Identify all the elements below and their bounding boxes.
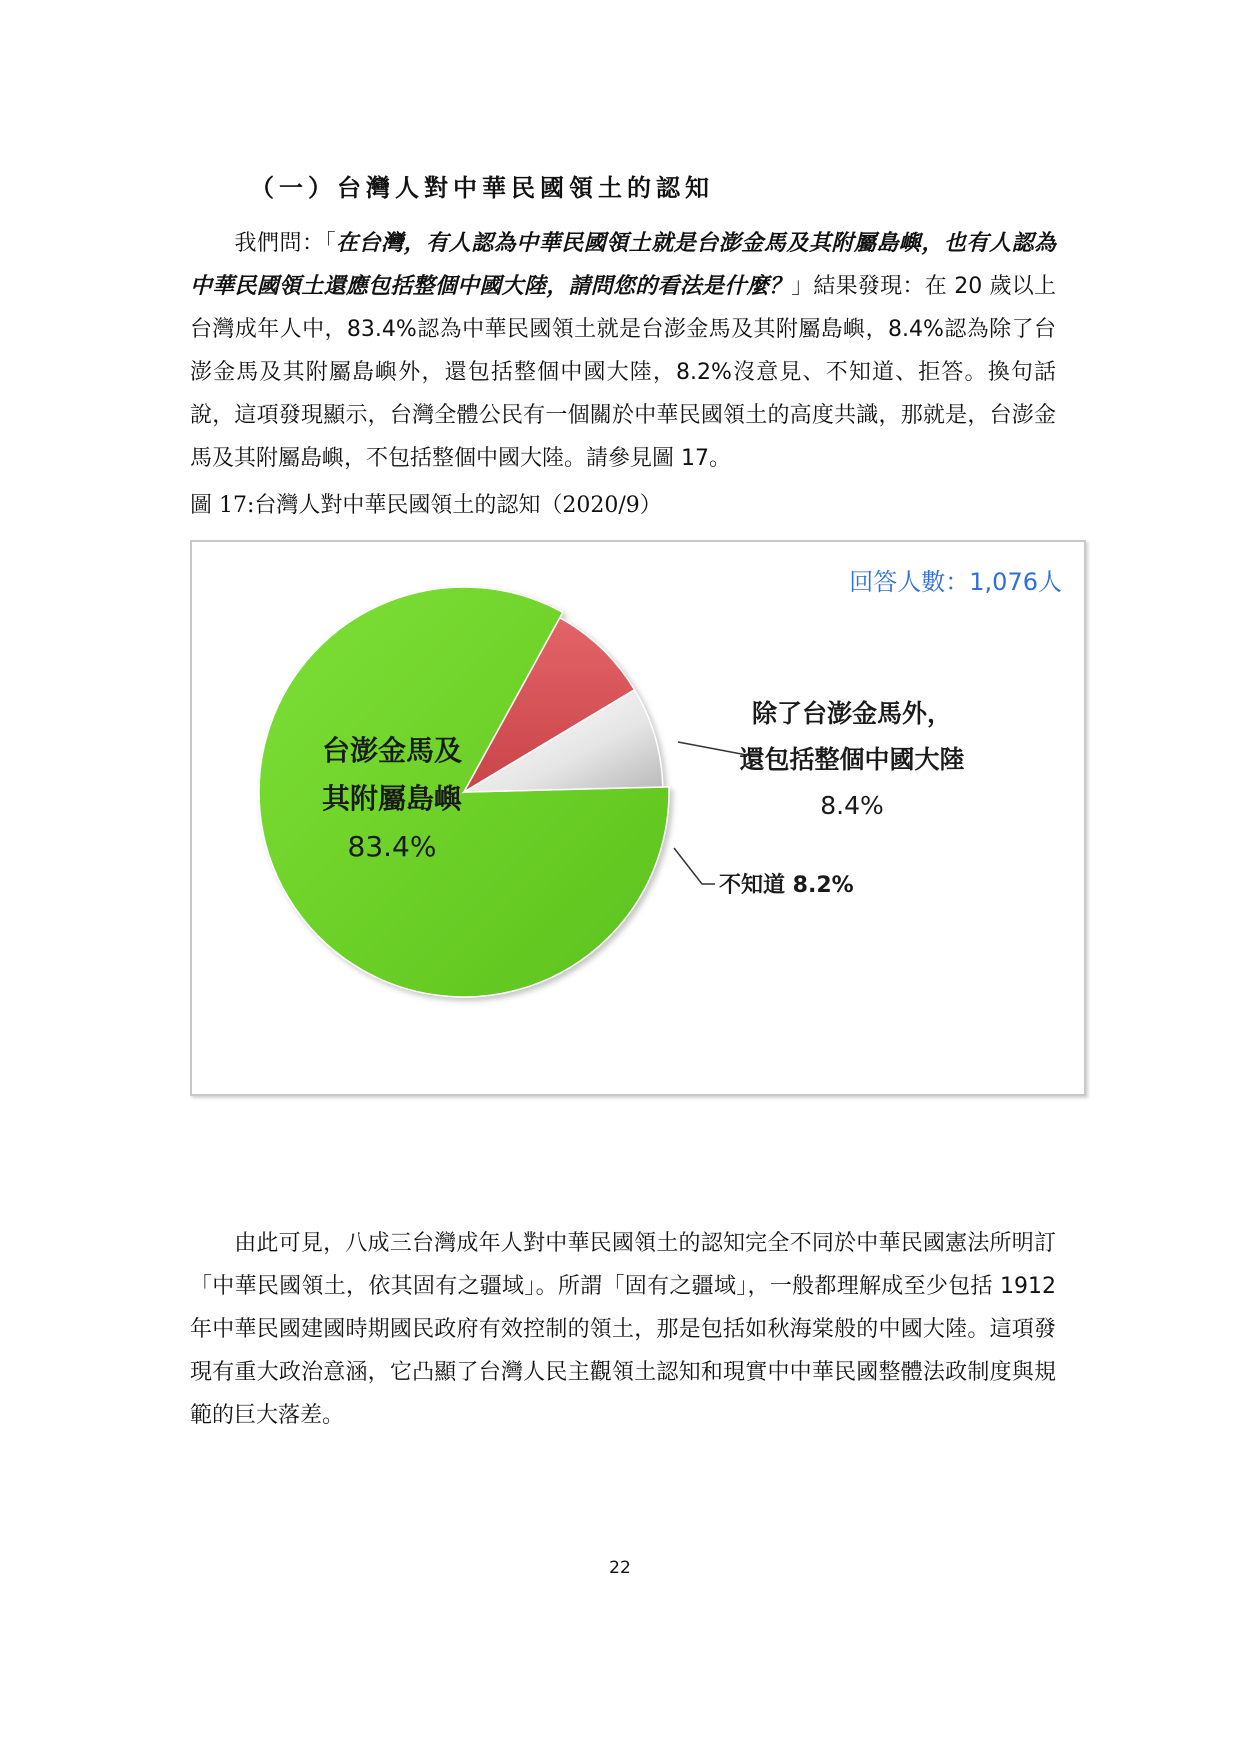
slice-value-label: 8.4% bbox=[820, 791, 884, 820]
question-lead: 我們問：「 bbox=[234, 231, 337, 256]
paragraph-survey-question bbox=[190, 222, 1056, 480]
slice-label-line-1: 除了台澎金馬外， bbox=[751, 699, 953, 728]
survey-question: 在台灣，有人認為中華民國領土就是台澎金馬及其附屬島嶼，也有人認為中華民國領土還應包括整個中國大陸，請問您的看法是什麼？ bbox=[190, 231, 1056, 299]
paragraph-analysis bbox=[190, 1222, 1056, 1437]
survey-findings: 」結果發現：在 20 歲以上台灣成年人中，83.4%認為中華民國領土就是台澎金馬及其附屬島嶼，8.4%認為除了台澎金馬及其附屬島嶼外，還包括整個中國大陸，8.2%沒意見、不知道、拒答。換句話說，這項發現顯示，台灣全體公民有一個關於中華民國領土的高度共識，那就是，台澎金馬及其附屬島嶼，不包括整個中國大陸。請參見圖 17。 bbox=[190, 274, 1056, 471]
slice-label-line-2: 還包括整個中國大陸 bbox=[739, 745, 965, 774]
slice-value-label: 83.4% bbox=[347, 830, 437, 863]
slice-label-line-1: 台澎金馬及 bbox=[321, 734, 463, 767]
section-title: （一）台灣人對中華民國領土的認知 bbox=[250, 174, 714, 202]
leader-line-dont-know bbox=[674, 848, 715, 884]
page-number: 22 bbox=[609, 1558, 631, 1578]
analysis-text: 由此可見，八成三台灣成年人對中華民國領土的認知完全不同於中華民國憲法所明訂「中華民國領土，依其固有之疆域」。所謂「固有之疆域」，一般都理解成至少包括 1912 年中華民國建國時期國民政府有效控制的領土，那是包括如秋海棠般的中國大陸。這項發現有重大政治意涵，它凸顯了台灣人民主觀領土認知和現實中中華民國整體法政制度與規範的巨大落差。 bbox=[190, 1231, 1056, 1428]
respondent-count: 回答人數：1,076人 bbox=[849, 568, 1062, 596]
slice-label-line-2: 其附屬島嶼 bbox=[321, 782, 463, 815]
figure-caption: 圖 17:台灣人對中華民國領土的認知（2020/9） bbox=[190, 493, 662, 518]
pie-chart bbox=[190, 540, 1086, 1096]
slice-label-line-1: 不知道 8.2% bbox=[719, 873, 854, 898]
pie-chart-svg bbox=[192, 542, 1084, 1094]
